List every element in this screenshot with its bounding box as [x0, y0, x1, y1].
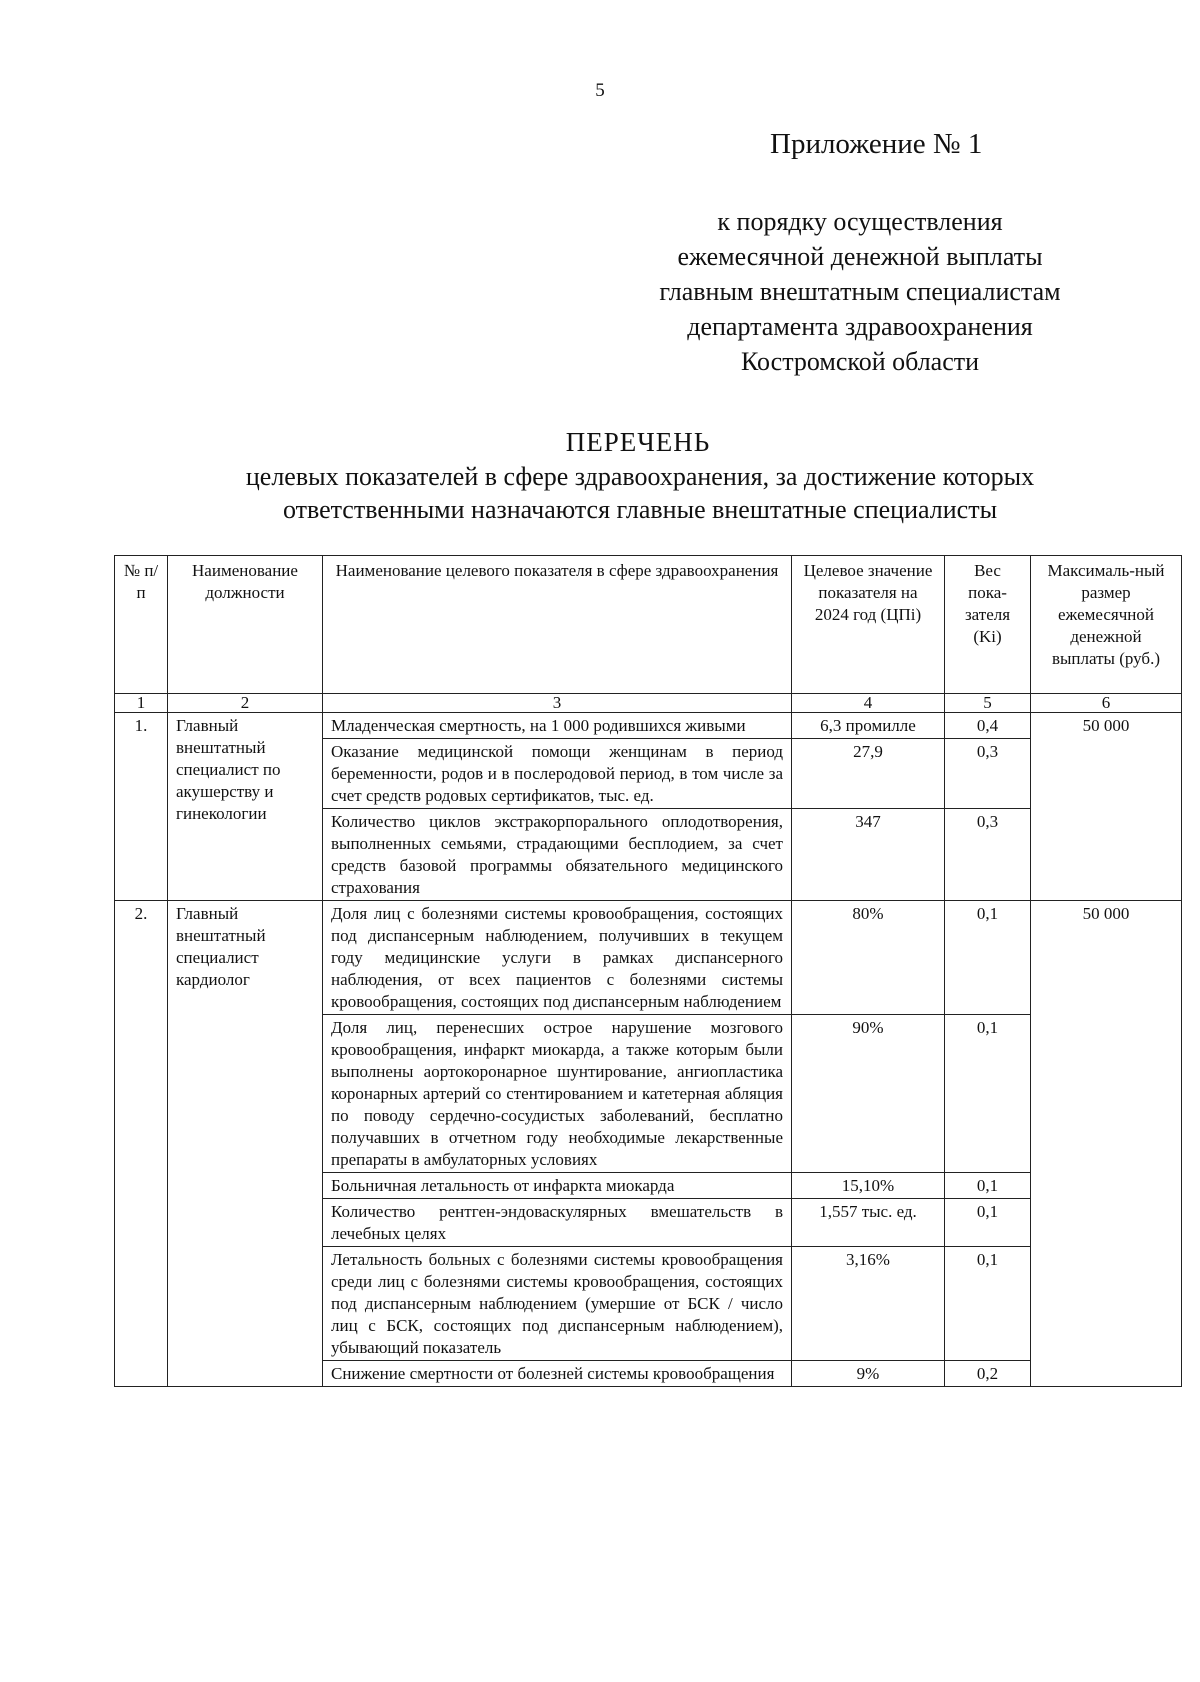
header-cell: Вес пока-зателя (Ki): [945, 556, 1031, 694]
header-cell: Наименование должности: [168, 556, 323, 694]
document-subtitle: [180, 460, 1100, 526]
indicators-table: [114, 555, 1182, 1387]
target-value: 347: [792, 809, 945, 901]
target-value: 15,10%: [792, 1173, 945, 1199]
appendix-subtitle-line: ежемесячной денежной выплаты: [677, 242, 1043, 271]
column-number: 2: [168, 694, 323, 713]
indicator-name: Младенческая смертность, на 1 000 родившихся живыми: [323, 713, 792, 739]
indicator-weight: 0,3: [945, 809, 1031, 901]
row-number: 1.: [115, 713, 168, 901]
indicator-name: Больничная летальность от инфаркта миокарда: [323, 1173, 792, 1199]
position-name: Главный внештатный специалист кардиолог: [168, 901, 323, 1387]
appendix-subtitle: [620, 204, 1100, 379]
indicator-weight: 0,4: [945, 713, 1031, 739]
row-number: 2.: [115, 901, 168, 1387]
position-name: Главный внештатный специалист по акушерству и гинекологии: [168, 713, 323, 901]
indicator-name: Доля лиц с болезнями системы кровообращения, состоящих под диспансерным наблюдением, получивших в текущем году медицинские услуги в рамках диспансерного наблюдения, от всех пациентов с болезнями системы кровообращения, состоящих под диспансерным наблюдением: [323, 901, 792, 1015]
indicator-name: Летальность больных с болезнями системы кровообращения среди лиц с болезнями системы кровообращения, состоящих под диспансерным наблюдением (умершие от БСК / число лиц с БСК, состоящих под диспансерным наблюдением), убывающий показатель: [323, 1247, 792, 1361]
column-number: 5: [945, 694, 1031, 713]
column-number-row: [115, 694, 1182, 713]
column-number: 4: [792, 694, 945, 713]
appendix-subtitle-line: к порядку осуществления: [717, 207, 1003, 236]
header-cell: № п/п: [115, 556, 168, 694]
header-cell: Наименование целевого показателя в сфере здравоохранения: [323, 556, 792, 694]
indicator-name: Доля лиц, перенесших острое нарушение мозгового кровообращения, инфаркт миокарда, а также которым были выполнены аортокоронарное шунтирование, ангиопластика коронарных артерий со стентированием и катетерная абляция по поводу сердечно-сосудистых заболеваний, бесплатно получавших в отчетном году необходимые лекарственные препараты в амбулаторных условиях: [323, 1015, 792, 1173]
indicator-weight: 0,1: [945, 901, 1031, 1015]
appendix-subtitle-line: департамента здравоохранения: [687, 312, 1033, 341]
appendix-title: Приложение № 1: [770, 128, 983, 160]
target-value: 80%: [792, 901, 945, 1015]
appendix-subtitle-line: главным внештатным специалистам: [659, 277, 1061, 306]
header-cell: Максималь-ный размер ежемесячной денежной выплаты (руб.): [1031, 556, 1182, 694]
target-value: 9%: [792, 1361, 945, 1387]
indicator-name: Количество рентген-эндоваскулярных вмешательств в лечебных целях: [323, 1199, 792, 1247]
target-value: 6,3 промилле: [792, 713, 945, 739]
indicator-name: Оказание медицинской помощи женщинам в период беременности, родов и в послеродовой период, в том числе за счет средств родовых сертификатов, тыс. ед.: [323, 739, 792, 809]
table-header-row: [115, 556, 1182, 694]
table-row: [115, 901, 1182, 1015]
document-subtitle-line: ответственными назначаются главные внештатные специалисты: [282, 495, 998, 524]
indicator-weight: 0,1: [945, 1173, 1031, 1199]
indicator-name: Количество циклов экстракорпорального оплодотворения, выполненных семьями, страдающими бесплодием, за счет средств базовой программы обязательного медицинского страхования: [323, 809, 792, 901]
appendix-subtitle-line: Костромской области: [740, 347, 980, 376]
max-payment: 50 000: [1031, 713, 1182, 901]
indicator-weight: 0,2: [945, 1361, 1031, 1387]
table-row: [115, 713, 1182, 739]
target-value: 3,16%: [792, 1247, 945, 1361]
column-number: 3: [323, 694, 792, 713]
indicator-weight: 0,1: [945, 1199, 1031, 1247]
document-title: ПЕРЕЧЕНЬ: [565, 427, 711, 457]
indicator-weight: 0,3: [945, 739, 1031, 809]
target-value: 90%: [792, 1015, 945, 1173]
indicator-name: Снижение смертности от болезней системы кровообращения: [323, 1361, 792, 1387]
target-value: 27,9: [792, 739, 945, 809]
document-subtitle-line: целевых показателей в сфере здравоохранения, за достижение которых: [245, 462, 1035, 491]
page-number: 5: [595, 80, 605, 101]
max-payment: 50 000: [1031, 901, 1182, 1387]
indicator-weight: 0,1: [945, 1015, 1031, 1173]
column-number: 6: [1031, 694, 1182, 713]
indicator-weight: 0,1: [945, 1247, 1031, 1361]
target-value: 1,557 тыс. ед.: [792, 1199, 945, 1247]
header-cell: Целевое значение показателя на 2024 год (ЦПi): [792, 556, 945, 694]
column-number: 1: [115, 694, 168, 713]
